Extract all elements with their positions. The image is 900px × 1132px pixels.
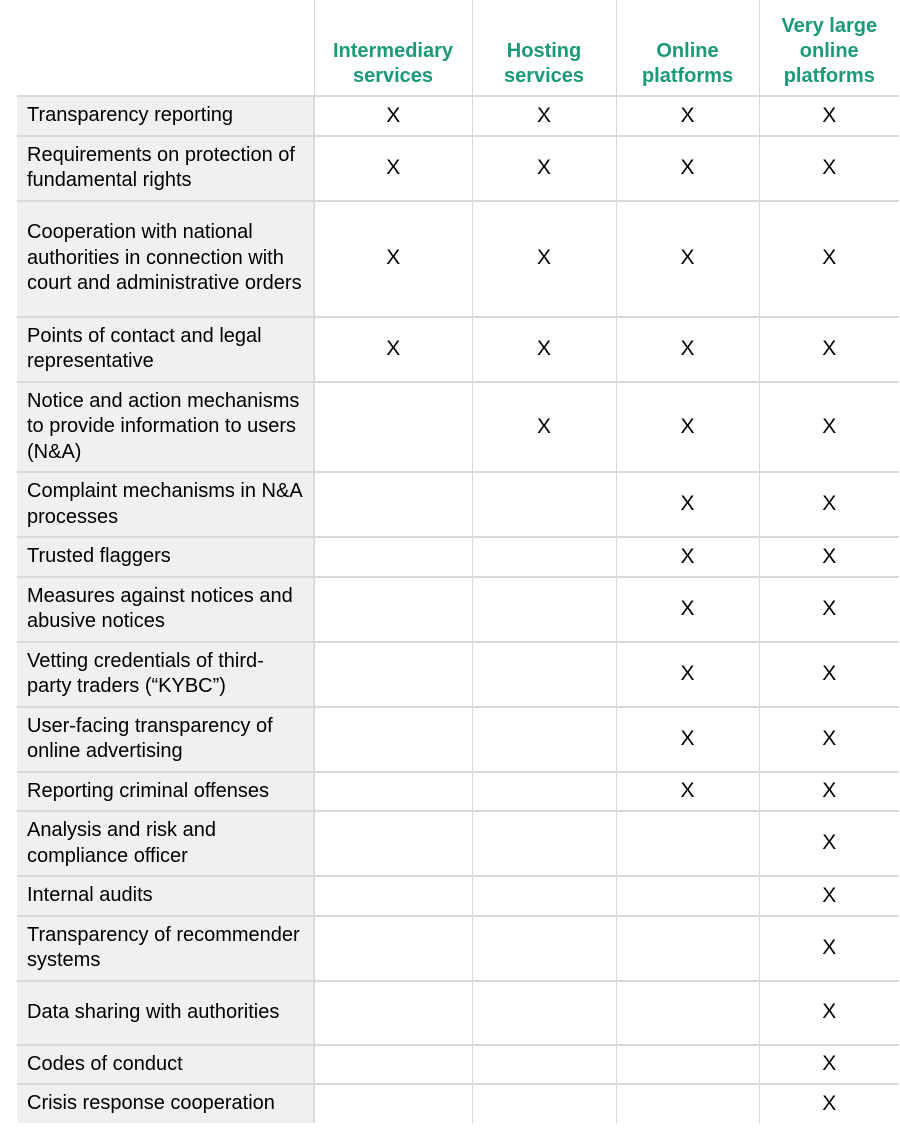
cell-online-platforms (616, 382, 759, 473)
cell-intermediary-services (314, 537, 472, 577)
cell-online-platforms (616, 707, 759, 772)
row-label: Notice and action mechanisms to provide information to users (N&A) (17, 382, 314, 473)
applies-mark: X (536, 155, 551, 179)
row-label: Vetting credentials of third-party traders (“KYBC”) (17, 642, 314, 707)
table-row (17, 537, 899, 577)
cell-very-large-online-platforms (759, 136, 899, 201)
cell-online-platforms (616, 642, 759, 707)
applies-mark: X (680, 779, 695, 802)
cell-intermediary-services (314, 577, 472, 642)
applies-mark: X (680, 103, 695, 127)
applies-mark: X (822, 883, 837, 907)
applies-mark: X (536, 414, 551, 438)
cell-very-large-online-platforms (759, 577, 899, 642)
cell-intermediary-services (314, 1084, 472, 1123)
row-label: Data sharing with authorities (17, 981, 314, 1045)
cell-very-large-online-platforms (759, 1084, 899, 1123)
cell-online-platforms (616, 916, 759, 981)
table-row (17, 707, 899, 772)
cell-online-platforms (616, 577, 759, 642)
cell-hosting-services (472, 811, 616, 876)
applies-mark: X (822, 414, 837, 438)
applies-mark: X (822, 661, 837, 685)
applies-mark: X (536, 336, 551, 360)
cell-hosting-services (472, 96, 616, 136)
row-label: Points of contact and legal representative (17, 317, 314, 382)
cell-very-large-online-platforms (759, 981, 899, 1045)
table-body (17, 96, 899, 1123)
cell-hosting-services (472, 981, 616, 1045)
cell-online-platforms (616, 201, 759, 317)
cell-hosting-services (472, 772, 616, 812)
cell-very-large-online-platforms (759, 1045, 899, 1085)
row-label: Requirements on protection of fundamental rights (17, 136, 314, 201)
cell-online-platforms (616, 317, 759, 382)
column-header-hosting-services: Hosting services (472, 0, 616, 96)
applies-mark: X (822, 726, 837, 750)
applies-mark: X (536, 103, 551, 127)
cell-hosting-services (472, 577, 616, 642)
applies-mark: X (822, 155, 837, 179)
cell-hosting-services (472, 472, 616, 537)
table-row (17, 136, 899, 201)
cell-hosting-services (472, 876, 616, 916)
column-header-very-large-online-platforms: Very large online platforms (759, 0, 899, 96)
cell-very-large-online-platforms (759, 916, 899, 981)
applies-mark: X (822, 336, 837, 360)
applies-mark: X (680, 155, 695, 179)
applies-mark: X (386, 155, 401, 179)
applies-mark: X (822, 1052, 837, 1075)
row-label: Internal audits (17, 876, 314, 916)
table-row (17, 916, 899, 981)
cell-hosting-services (472, 382, 616, 473)
applies-mark: X (680, 414, 695, 438)
cell-intermediary-services (314, 96, 472, 136)
row-label: Analysis and risk and compliance officer (17, 811, 314, 876)
row-label: Complaint mechanisms in N&A processes (17, 472, 314, 537)
cell-online-platforms (616, 981, 759, 1045)
cell-very-large-online-platforms (759, 382, 899, 473)
cell-hosting-services (472, 1045, 616, 1085)
applies-mark: X (822, 544, 837, 568)
table-row (17, 317, 899, 382)
applies-mark: X (822, 1091, 837, 1115)
applies-mark: X (680, 544, 695, 568)
row-label: Crisis response cooperation (17, 1084, 314, 1123)
cell-online-platforms (616, 537, 759, 577)
applies-mark: X (680, 661, 695, 685)
applies-mark: X (680, 336, 695, 360)
row-label: Transparency of recommender systems (17, 916, 314, 981)
cell-intermediary-services (314, 382, 472, 473)
cell-hosting-services (472, 642, 616, 707)
table-row (17, 472, 899, 537)
applies-mark: X (386, 246, 401, 270)
cell-intermediary-services (314, 876, 472, 916)
applies-mark: X (680, 596, 695, 620)
table-row (17, 981, 899, 1045)
cell-very-large-online-platforms (759, 876, 899, 916)
cell-online-platforms (616, 472, 759, 537)
row-label: Codes of conduct (17, 1045, 314, 1085)
cell-very-large-online-platforms (759, 537, 899, 577)
table-header (17, 0, 899, 96)
cell-intermediary-services (314, 811, 472, 876)
cell-intermediary-services (314, 916, 472, 981)
table-row (17, 772, 899, 812)
row-label: Transparency reporting (17, 96, 314, 136)
applies-mark: X (822, 246, 837, 270)
table-row (17, 201, 899, 317)
table-row (17, 577, 899, 642)
table-row (17, 876, 899, 916)
applies-mark: X (680, 492, 695, 516)
cell-intermediary-services (314, 317, 472, 382)
applies-mark: X (680, 246, 695, 270)
cell-online-platforms (616, 136, 759, 201)
row-label: Trusted flaggers (17, 537, 314, 577)
cell-hosting-services (472, 317, 616, 382)
cell-hosting-services (472, 707, 616, 772)
cell-online-platforms (616, 1084, 759, 1123)
applies-mark: X (386, 336, 401, 360)
cell-hosting-services (472, 136, 616, 201)
applies-mark: X (822, 831, 837, 855)
cell-very-large-online-platforms (759, 707, 899, 772)
cell-online-platforms (616, 96, 759, 136)
applies-mark: X (822, 492, 837, 516)
column-header-online-platforms: Online platforms (616, 0, 759, 96)
cell-very-large-online-platforms (759, 201, 899, 317)
table-row (17, 1045, 899, 1085)
cell-online-platforms (616, 811, 759, 876)
table-row (17, 642, 899, 707)
header-corner-cell (17, 0, 314, 96)
cell-online-platforms (616, 1045, 759, 1085)
row-label: Reporting criminal offenses (17, 772, 314, 812)
cell-very-large-online-platforms (759, 317, 899, 382)
cell-hosting-services (472, 916, 616, 981)
cell-online-platforms (616, 876, 759, 916)
cell-intermediary-services (314, 981, 472, 1045)
cell-hosting-services (472, 1084, 616, 1123)
cell-intermediary-services (314, 201, 472, 317)
applies-mark: X (536, 246, 551, 270)
cell-very-large-online-platforms (759, 642, 899, 707)
cell-intermediary-services (314, 472, 472, 537)
cell-very-large-online-platforms (759, 96, 899, 136)
cell-intermediary-services (314, 707, 472, 772)
header-row (17, 0, 899, 96)
row-label: Measures against notices and abusive notices (17, 577, 314, 642)
cell-very-large-online-platforms (759, 772, 899, 812)
column-header-intermediary-services: Intermediary services (314, 0, 472, 96)
applies-mark: X (680, 726, 695, 750)
table-row (17, 382, 899, 473)
cell-intermediary-services (314, 772, 472, 812)
table-row (17, 96, 899, 136)
row-label: User-facing transparency of online advertising (17, 707, 314, 772)
table-row (17, 811, 899, 876)
cell-online-platforms (616, 772, 759, 812)
cell-intermediary-services (314, 1045, 472, 1085)
obligations-table (17, 0, 899, 1123)
cell-very-large-online-platforms (759, 472, 899, 537)
cell-intermediary-services (314, 136, 472, 201)
applies-mark: X (386, 103, 401, 127)
cell-intermediary-services (314, 642, 472, 707)
cell-very-large-online-platforms (759, 811, 899, 876)
applies-mark: X (822, 103, 837, 127)
applies-mark: X (822, 596, 837, 620)
applies-mark: X (822, 1000, 837, 1024)
applies-mark: X (822, 779, 837, 802)
row-label: Cooperation with national authorities in connection with court and administrative orders (17, 201, 314, 317)
cell-hosting-services (472, 201, 616, 317)
table-row (17, 1084, 899, 1123)
applies-mark: X (822, 935, 837, 959)
cell-hosting-services (472, 537, 616, 577)
